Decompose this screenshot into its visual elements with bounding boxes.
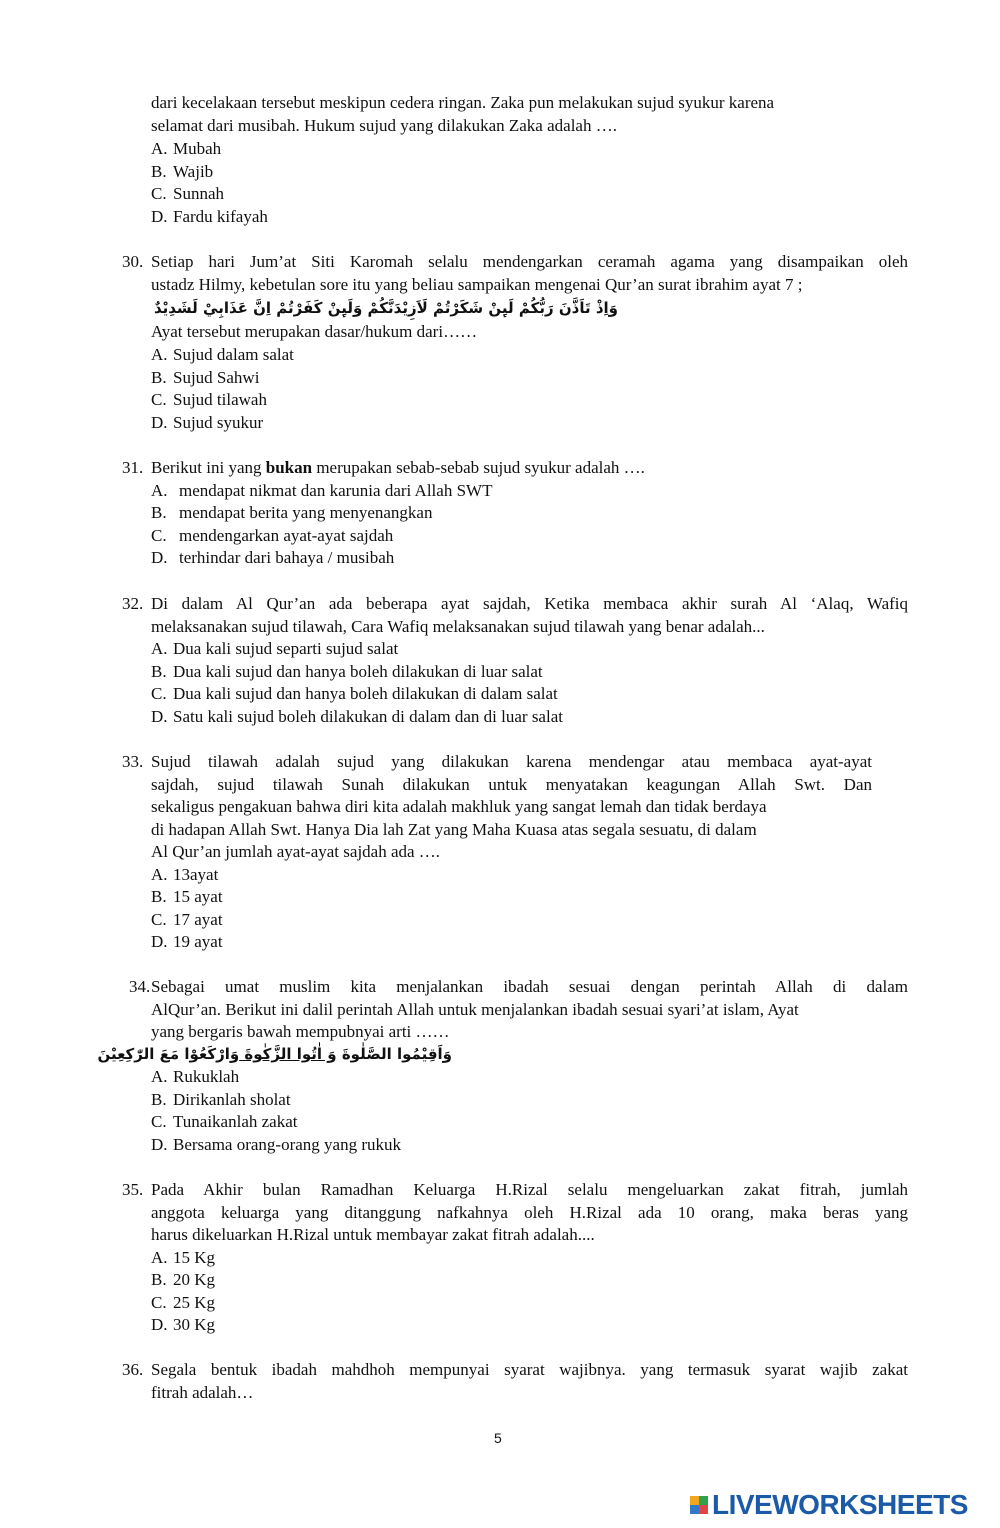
option-35-d[interactable]: D. 30 Kg [151,1315,216,1334]
option-34-d[interactable]: D. Bersama orang-orang yang rukuk [151,1135,402,1154]
question-33-line: Sujud tilawah adalah sujud yang dilakukan karena mendengar atau membaca ayat-ayat [151,752,872,771]
question-35-line: anggota keluarga yang ditanggung nafkahnya oleh H.Rizal ada 10 orang, maka beras yang [151,1203,908,1222]
liveworksheets-icon [690,1496,708,1514]
arabic-verse: وَاِذْ تَاَذَّنَ رَبُّكُمْ لَىِٕنْ شَكَرْتُمْ لَاَزِيْدَنَّكُمْ وَلَىِٕنْ كَفَرْتُمْ اِنَّ عَذَابِيْ لَشَدِيْدٌ [153,299,618,317]
option-32-d[interactable]: D. Satu kali sujud boleh dilakukan di dalam dan di luar salat [151,707,563,726]
option-29-a[interactable]: A. Mubah [151,139,222,158]
option-29-d[interactable]: D. Fardu kifayah [151,207,268,226]
liveworksheets-logo[interactable] [690,1488,968,1522]
question-35-line: harus dikeluarkan H.Rizal untuk membayar zakat fitrah adalah.... [151,1225,595,1244]
question-33-line: Al Qur’an jumlah ayat-ayat sajdah ada …. [151,842,441,861]
option-33-d[interactable]: D. 19 ayat [151,932,223,951]
option-31-d[interactable]: D. terhindar dari bahaya / musibah [151,548,395,567]
option-32-b[interactable]: B. Dua kali sujud dan hanya boleh dilakukan di luar salat [151,662,543,681]
question-number: 34. [129,977,151,996]
question-33-line: sekaligus pengakuan bahwa diri kita adalah makhluk yang sangat lemah dan tidak berdaya [151,797,767,816]
question-30-prompt: Ayat tersebut merupakan dasar/hukum dari…… [151,322,478,341]
option-31-a[interactable]: A. mendapat nikmat dan karunia dari Allah SWT [151,481,493,500]
option-29-b[interactable]: B. Wajib [151,162,214,181]
option-34-c[interactable]: C. Tunaikanlah zakat [151,1112,298,1131]
question-29-line: selamat dari musibah. Hukum sujud yang dilakukan Zaka adalah …. [151,116,617,135]
option-32-a[interactable]: A. Dua kali sujud separti sujud salat [151,639,399,658]
page-number: 5 [494,1430,502,1446]
question-31-stem: Berikut ini yang bukan merupakan sebab-sebab sujud syukur adalah …. [151,458,645,477]
question-33-line: di hadapan Allah Swt. Hanya Dia lah Zat yang Maha Kuasa atas segala sesuatu, di dalam [151,820,757,839]
question-number: 33. [122,752,144,771]
question-number: 31. [122,458,144,477]
question-number: 30. [122,252,144,271]
question-34-line: Sebagai umat muslim kita menjalankan ibadah sesuai dengan perintah Allah di dalam [151,977,908,996]
option-31-b[interactable]: B. mendapat berita yang menyenangkan [151,503,433,522]
option-33-b[interactable]: B. 15 ayat [151,887,223,906]
option-35-b[interactable]: B. 20 Kg [151,1270,216,1289]
question-34-line: AlQur’an. Berikut ini dalil perintah Allah untuk menjalankan ibadah sesuai syari’at islam, Ayat [151,1000,799,1019]
option-29-c[interactable]: C. Sunnah [151,184,224,203]
option-31-c[interactable]: C. mendengarkan ayat-ayat sajdah [151,526,394,545]
question-number: 32. [122,594,144,613]
question-36-line: fitrah adalah… [151,1383,254,1402]
option-30-d[interactable]: D. Sujud syukur [151,413,264,432]
question-29-line: dari kecelakaan tersebut meskipun cedera ringan. Zaka pun melakukan sujud syukur karena [151,93,775,112]
question-30-line: ustadz Hilmy, kebetulan sore itu yang beliau sampaikan mengenai Qur’an surat ibrahim ayat 7 ; [151,275,803,294]
question-32-line: melaksanakan sujud tilawah, Cara Wafiq melaksanakan sujud tilawah yang benar adalah... [151,617,765,636]
option-30-c[interactable]: C. Sujud tilawah [151,390,267,409]
question-33-line: sajdah, sujud tilawah Sunah dilakukan untuk menyatakan keagungan Allah Swt. Dan [151,775,872,794]
option-35-a[interactable]: A. 15 Kg [151,1248,216,1267]
option-33-c[interactable]: C. 17 ayat [151,910,223,929]
question-36-line: Segala bentuk ibadah mahdhoh mempunyai syarat wajibnya. yang termasuk syarat wajib zakat [151,1360,908,1379]
option-34-b[interactable]: B. Dirikanlah sholat [151,1090,291,1109]
option-30-a[interactable]: A. Sujud dalam salat [151,345,294,364]
brand-name: LIVEWORKSHEETS [712,1489,968,1520]
option-30-b[interactable]: B. Sujud Sahwi [151,368,260,387]
question-30-line: Setiap hari Jum’at Siti Karomah selalu mendengarkan ceramah agama yang disampaikan oleh [151,252,908,271]
question-35-line: Pada Akhir bulan Ramadhan Keluarga H.Rizal selalu mengeluarkan zakat fitrah, jumlah [151,1180,908,1199]
option-32-c[interactable]: C. Dua kali sujud dan hanya boleh dilakukan di dalam salat [151,684,558,703]
option-34-a[interactable]: A. Rukuklah [151,1067,240,1086]
arabic-verse: وَاَقِيْمُوا الصَّلٰوةَ وَ اٰتُوا الزَّكٰوةَ وَارْكَعُوْا مَعَ الرّٰكِعِيْنَ [97,1045,452,1063]
option-35-c[interactable]: C. 25 Kg [151,1293,216,1312]
question-32-line: Di dalam Al Qur’an ada beberapa ayat sajdah, Ketika membaca akhir surah Al ‘Alaq, Wafiq [151,594,908,613]
underlined-phrase: وَ اٰتُوا الزَّكٰوةَ [239,1045,337,1063]
question-number: 36. [122,1360,144,1379]
question-number: 35. [122,1180,144,1199]
option-33-a[interactable]: A. 13ayat [151,865,219,884]
question-34-line: yang bergaris bawah mempubnyai arti …… [151,1022,450,1041]
